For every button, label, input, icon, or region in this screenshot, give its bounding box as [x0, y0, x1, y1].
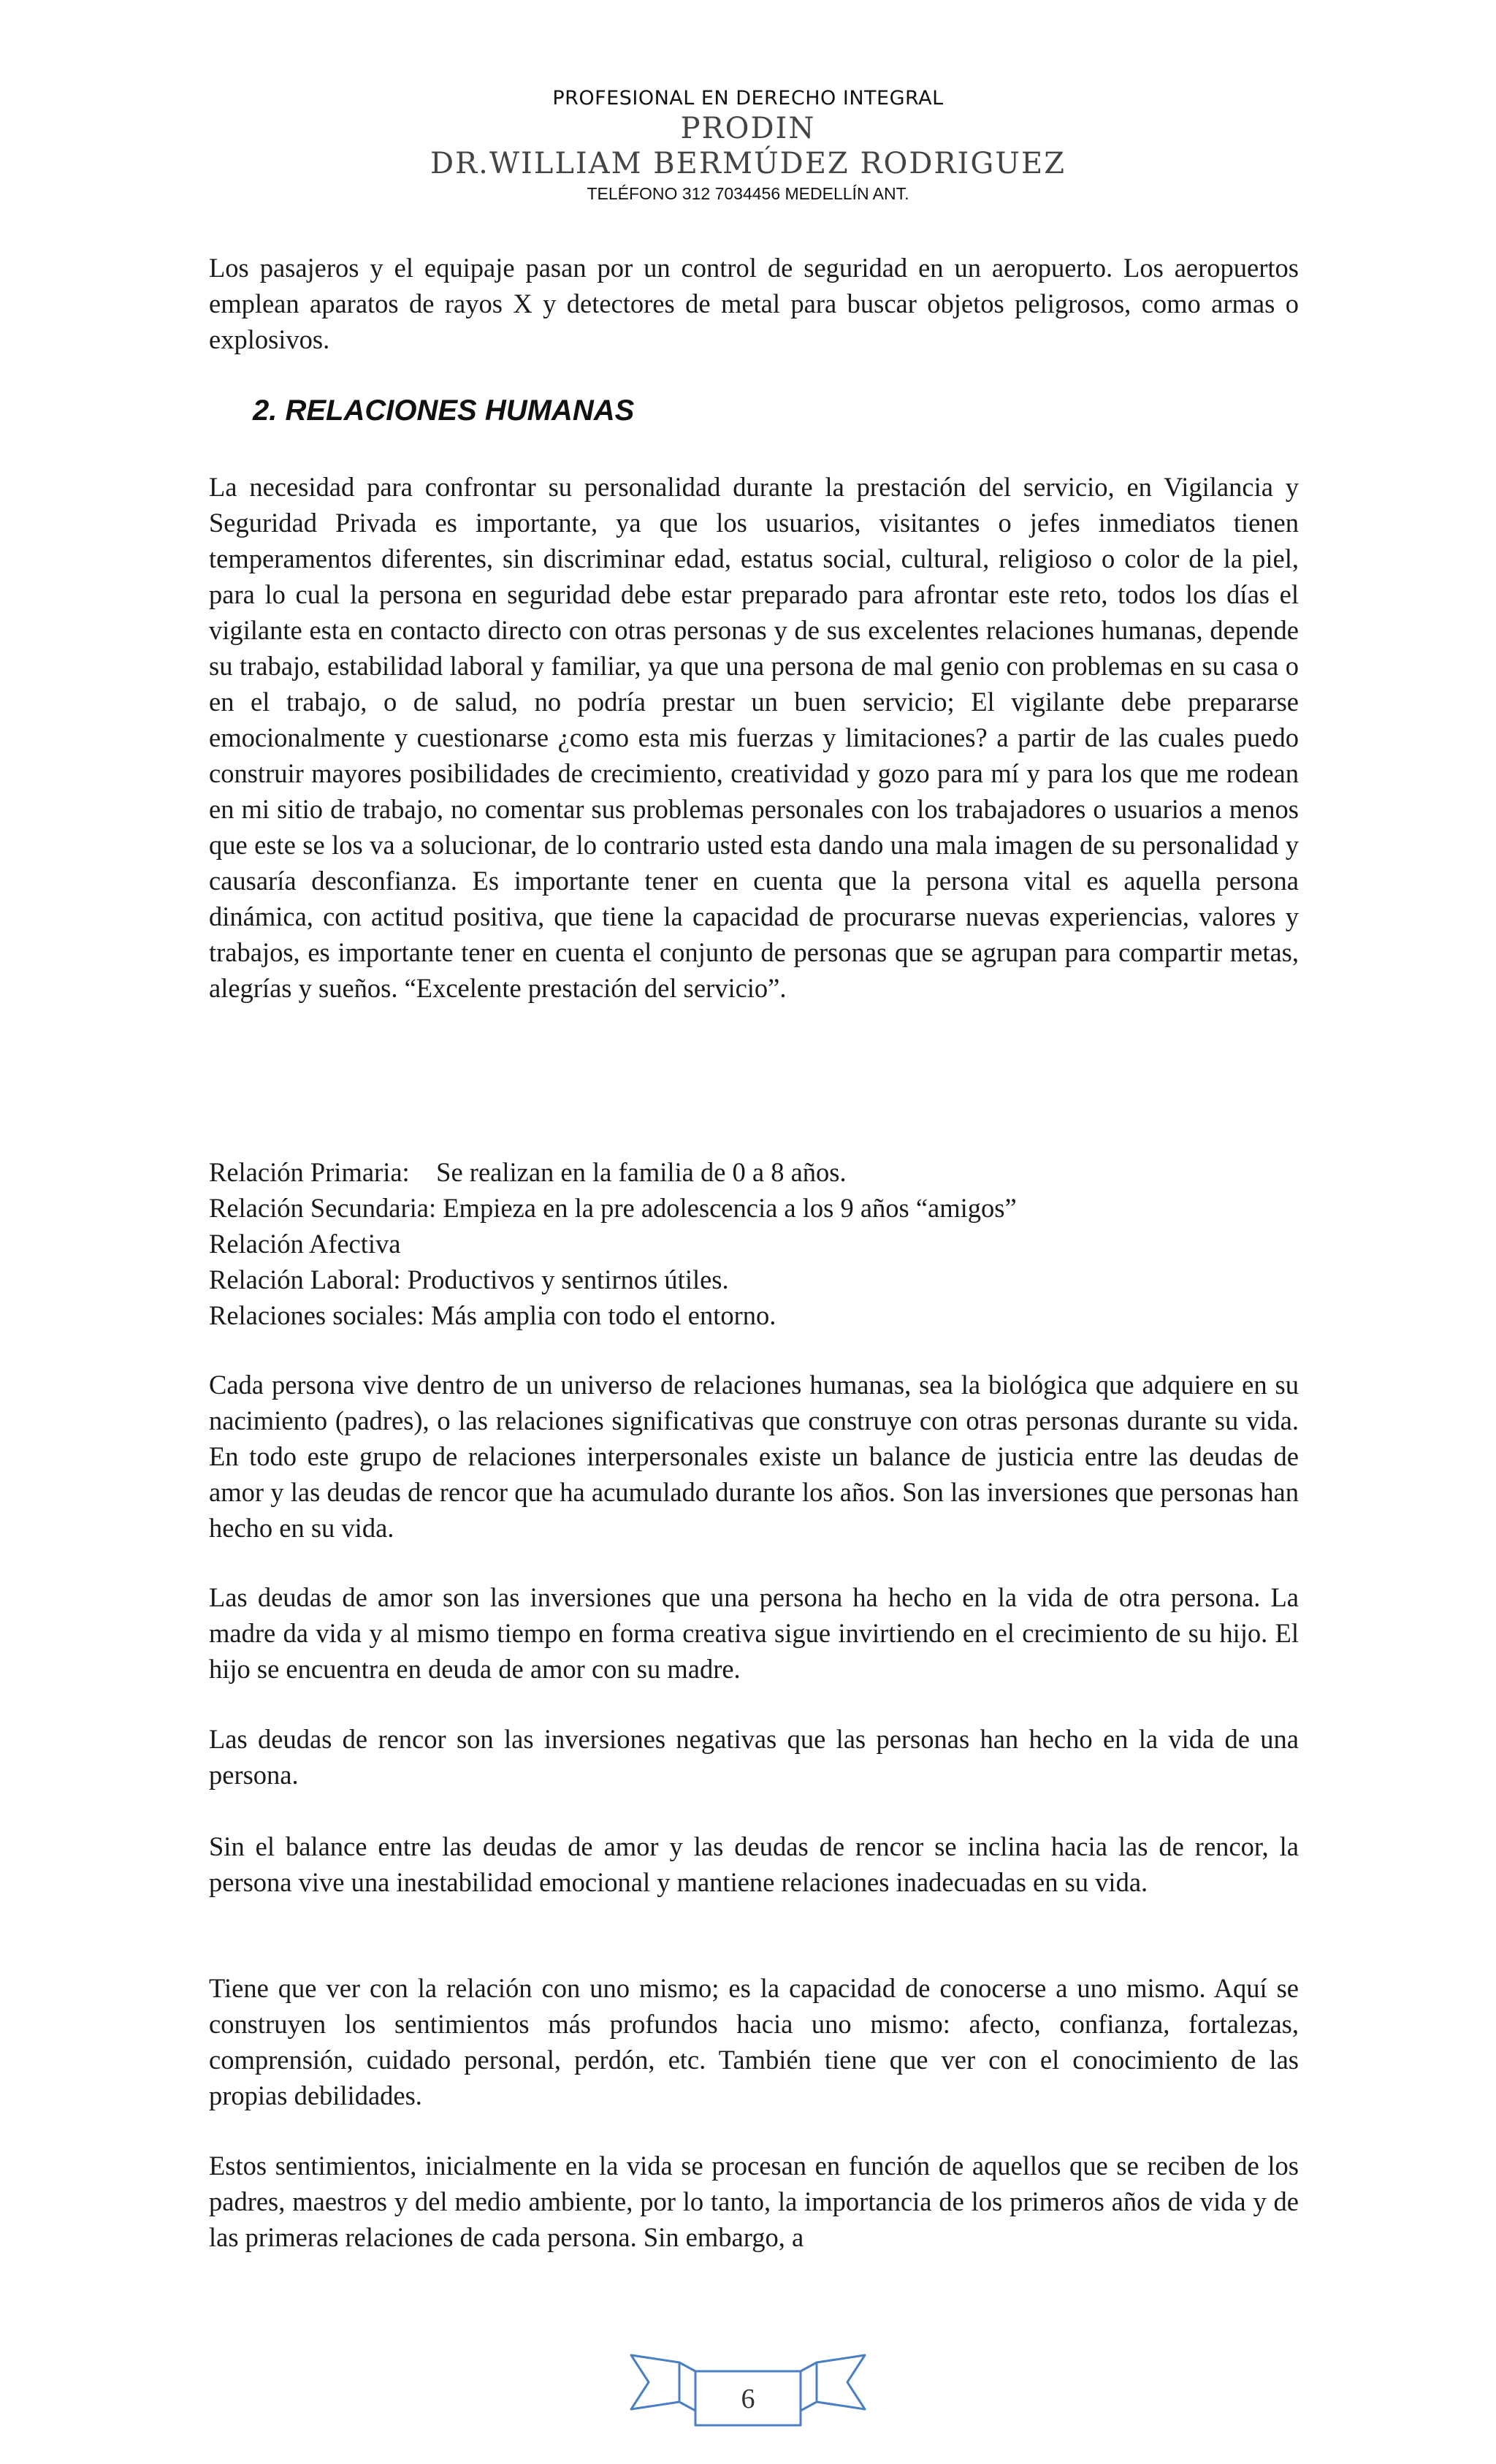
paragraph-block-7 [209, 2148, 1299, 2255]
paragraph-deudas-amor: Las deudas de amor son las inversiones que una persona ha hecho en la vida de otra persona. La madre da vida y al mismo tiempo en forma creativa sigue invirtiendo en el crecimiento de su hijo. El hijo se encuentra en deuda de amor con su madre. [209, 1582, 1299, 1684]
header-brand: PRODIN [680, 112, 816, 145]
page-header [0, 86, 1496, 206]
paragraph-universo: Cada persona vive dentro de un universo de relaciones humanas, sea la biológica que adquiere en su nacimiento (padres), o las relaciones significativas que construye con otras personas durante su vida. En todo este grupo de relaciones interpersonales existe un balance de justicia entre las deudas de amor y las deudas de rencor que ha acumulado durante los años. Son las inversiones que personas han hecho en su vida. [209, 1370, 1299, 1543]
paragraph-relaciones: La necesidad para confrontar su personalidad durante la prestación del servicio, en Vigilancia y Seguridad Privada es importante, ya que los usuarios, visitantes o jefes inmediatos tienen temperamentos diferentes, sin discriminar edad, estatus social, cultural, religioso o color de la piel, para lo cual la persona en seguridad debe estar preparado para afrontar este reto, todos los días el vigilante esta en contacto directo con otras personas y de sus excelentes relaciones humanas, depende su trabajo, estabilidad laboral y familiar, ya que una persona de mal genio con problemas en su casa o en el trabajo, o de salud, no podría prestar un buen servicio; El vigilante debe prepararse emocionalmente y cuestionarse ¿como esta mis fuerzas y limitaciones? a partir de las cuales puedo construir mayores posibilidades de crecimiento, creatividad y gozo para mí y para los que me rodean en mi sitio de trabajo, no comentar sus problemas personales con los trabajadores o usuarios a menos que este se los va a solucionar, de lo contrario usted esta dando una mala imagen de su personalidad y causaría desconfianza. Es importante tener en cuenta que la persona vital es aquella persona dinámica, con actitud positiva, que tiene la capacidad de procurarse nuevas experiencias, valores y trabajos, es importante tener en cuenta el conjunto de personas que se agrupan para compartir metas, alegrías y sueños. “Excelente prestación del servicio”. [209, 472, 1299, 1003]
paragraph-block-3 [209, 1579, 1299, 1687]
paragraph-block-4 [209, 1721, 1299, 1793]
header-author: DR.WILLIAM BERMÚDEZ RODRIGUEZ [430, 147, 1066, 180]
page-number: 6 [741, 2384, 755, 2414]
header-contact: TELÉFONO 312 7034456 MEDELLÍN ANT. [587, 184, 909, 203]
list-item: Relación Secundaria: Empieza en la pre adolescencia a los 9 años “amigos” [209, 1193, 1017, 1223]
section-heading: 2. RELACIONES HUMANAS [253, 394, 635, 427]
paragraph-sentimientos: Estos sentimientos, inicialmente en la vida se procesan en función de aquellos que se reciben de los padres, maestros y del medio ambiente, por lo tanto, la importancia de los primeros años de vida y de las primeras relaciones de cada persona. Sin embargo, a [209, 2151, 1299, 2252]
paragraph-block-2 [209, 1367, 1299, 1546]
paragraph-block-1 [209, 469, 1299, 1006]
intro-paragraph: Los pasajeros y el equipaje pasan por un control de seguridad en un aeropuerto. Los aeropuertos emplean aparatos de rayos X y detectores de metal para buscar objetos peligrosos, como armas o explosivos. [209, 253, 1299, 354]
list-item: Relación Laboral: Productivos y sentirnos útiles. [209, 1265, 729, 1294]
list-item: Relaciones sociales: Más amplia con todo el entorno. [209, 1300, 776, 1330]
paragraph-deudas-rencor: Las deudas de rencor son las inversiones negativas que las personas han hecho en la vida de una persona. [209, 1724, 1299, 1790]
header-profession: PROFESIONAL EN DERECHO INTEGRAL [552, 87, 944, 110]
paragraph-block-6 [209, 1970, 1299, 2113]
paragraph-balance: Sin el balance entre las deudas de amor y las deudas de rencor se inclina hacia las de rencor, la persona vive una inestabilidad emocional y mantiene relaciones inadecuadas en su vida. [209, 1831, 1299, 1897]
paragraph-block-5 [209, 1828, 1299, 1900]
list-item: Relación Primaria: Se realizan en la familia de 0 a 8 años. [209, 1157, 847, 1187]
intro-block [209, 250, 1299, 357]
page-footer [628, 2342, 868, 2428]
list-item: Relación Afectiva [209, 1229, 401, 1259]
paragraph-uno-mismo: Tiene que ver con la relación con uno mismo; es la capacidad de conocerse a uno mismo. Aquí se construyen los sentimientos más profundos hacia uno mismo: afecto, confianza, fortalezas, comprensión, cuidado personal, perdón, etc. También tiene que ver con el conocimiento de las propias debilidades. [209, 1973, 1299, 2110]
relations-list [209, 1154, 1299, 1333]
